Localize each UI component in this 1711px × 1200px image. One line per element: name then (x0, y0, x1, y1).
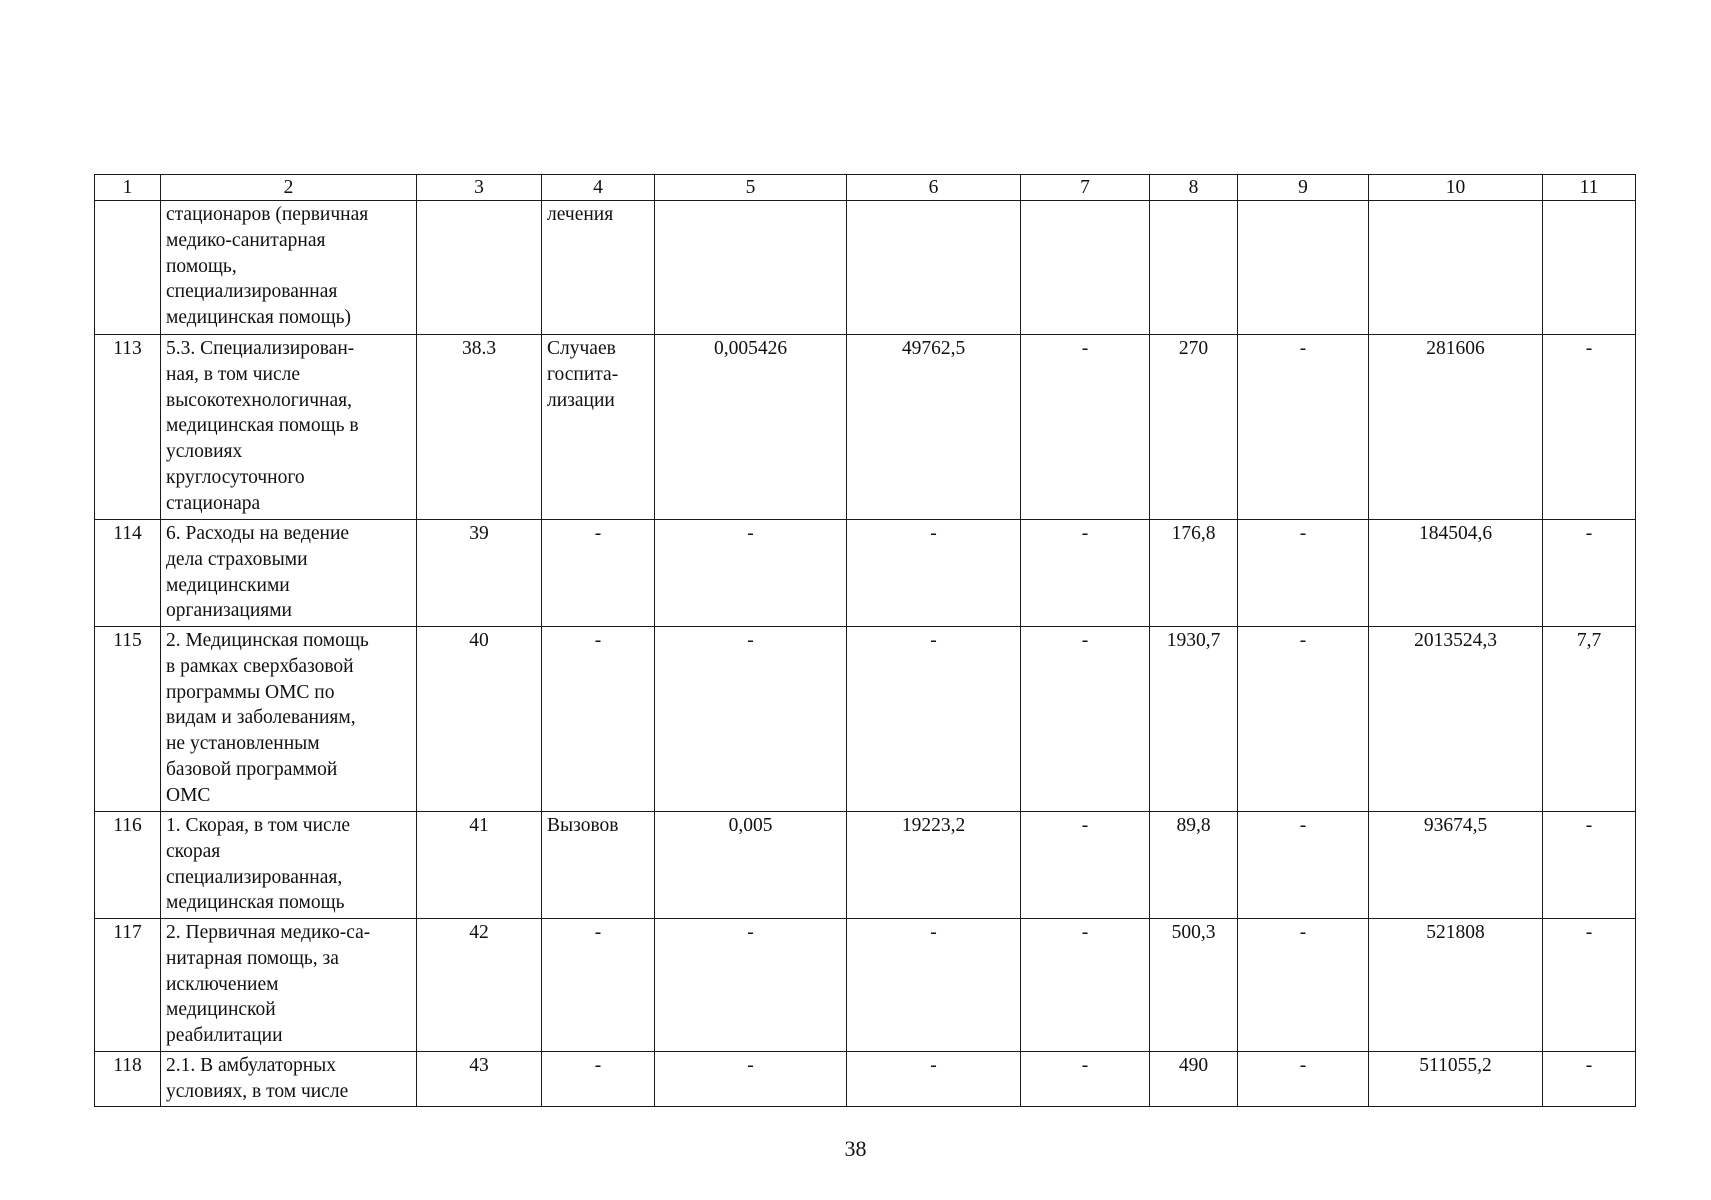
row-value-cell: - (847, 627, 1021, 812)
column-header: 8 (1150, 175, 1238, 201)
table-row (95, 627, 1636, 812)
row-code-cell: 43 (417, 1052, 542, 1107)
row-number-cell: 116 (95, 812, 161, 919)
row-value-cell: 511055,2 (1369, 1052, 1543, 1107)
row-value-cell: - (1238, 627, 1369, 812)
row-unit-cell: - (542, 919, 655, 1052)
column-number-header-row (95, 175, 1636, 201)
row-value-cell (1150, 201, 1238, 335)
row-code-cell: 42 (417, 919, 542, 1052)
table-row (95, 812, 1636, 919)
data-table (94, 174, 1636, 1107)
row-value-cell: 490 (1150, 1052, 1238, 1107)
column-header: 3 (417, 175, 542, 201)
row-value-cell: - (655, 627, 847, 812)
row-name-cell: стационаров (первичная медико-санитарная помощь, специализированная медицинская помощь) (161, 201, 417, 335)
row-code-cell: 41 (417, 812, 542, 919)
row-value-cell: - (1238, 812, 1369, 919)
row-value-cell: - (847, 520, 1021, 627)
row-value-cell: 89,8 (1150, 812, 1238, 919)
row-value-cell: - (847, 1052, 1021, 1107)
column-header: 2 (161, 175, 417, 201)
row-code-cell: 39 (417, 520, 542, 627)
row-value-cell: - (1238, 1052, 1369, 1107)
row-name-cell: 2.1. В амбулаторных условиях, в том числе (161, 1052, 417, 1107)
column-header: 5 (655, 175, 847, 201)
column-header: 11 (1543, 175, 1636, 201)
row-name-cell: 2. Первичная медико-са- нитарная помощь, за исключением медицинской реабилитации (161, 919, 417, 1052)
row-number-cell (95, 201, 161, 335)
row-name-cell: 5.3. Специализирован- ная, в том числе высокотехнологичная, медицинская помощь в условиях круглосуточного стационара (161, 335, 417, 520)
row-unit-cell: лечения (542, 201, 655, 335)
row-value-cell: - (1021, 627, 1150, 812)
row-value-cell: 176,8 (1150, 520, 1238, 627)
table-row (95, 1052, 1636, 1107)
row-unit-cell: Вызовов (542, 812, 655, 919)
row-value-cell: - (1238, 335, 1369, 520)
row-value-cell (1238, 201, 1369, 335)
column-header: 10 (1369, 175, 1543, 201)
row-value-cell: 521808 (1369, 919, 1543, 1052)
row-value-cell: - (655, 520, 847, 627)
row-value-cell: 19223,2 (847, 812, 1021, 919)
row-value-cell: - (655, 1052, 847, 1107)
row-value-cell: 0,005426 (655, 335, 847, 520)
row-value-cell: - (1021, 335, 1150, 520)
page-number: 38 (844, 1136, 867, 1161)
row-code-cell (417, 201, 542, 335)
row-value-cell: - (1543, 919, 1636, 1052)
row-value-cell: 1930,7 (1150, 627, 1238, 812)
row-number-cell: 113 (95, 335, 161, 520)
column-header: 1 (95, 175, 161, 201)
row-value-cell: 270 (1150, 335, 1238, 520)
table-row (95, 201, 1636, 335)
table-row (95, 520, 1636, 627)
row-value-cell: - (1021, 919, 1150, 1052)
row-unit-cell: - (542, 1052, 655, 1107)
row-number-cell: 118 (95, 1052, 161, 1107)
row-value-cell: - (1021, 520, 1150, 627)
row-value-cell: - (1543, 520, 1636, 627)
row-value-cell: - (1543, 335, 1636, 520)
row-value-cell: - (1238, 919, 1369, 1052)
row-number-cell: 115 (95, 627, 161, 812)
row-value-cell: - (1021, 1052, 1150, 1107)
row-value-cell: - (847, 919, 1021, 1052)
row-name-cell: 1. Скорая, в том числе скорая специализированная, медицинская помощь (161, 812, 417, 919)
row-value-cell (1021, 201, 1150, 335)
row-value-cell (1369, 201, 1543, 335)
row-value-cell: 500,3 (1150, 919, 1238, 1052)
row-value-cell: - (1543, 1052, 1636, 1107)
row-value-cell (1543, 201, 1636, 335)
row-value-cell: - (1021, 812, 1150, 919)
row-code-cell: 40 (417, 627, 542, 812)
column-header: 7 (1021, 175, 1150, 201)
row-value-cell: 49762,5 (847, 335, 1021, 520)
row-name-cell: 6. Расходы на ведение дела страховыми медицинскими организациями (161, 520, 417, 627)
column-header: 6 (847, 175, 1021, 201)
table-row (95, 919, 1636, 1052)
row-number-cell: 114 (95, 520, 161, 627)
row-value-cell: 0,005 (655, 812, 847, 919)
row-value-cell (847, 201, 1021, 335)
row-value-cell: - (655, 919, 847, 1052)
row-value-cell: 93674,5 (1369, 812, 1543, 919)
row-value-cell: 7,7 (1543, 627, 1636, 812)
column-header: 4 (542, 175, 655, 201)
row-unit-cell: - (542, 520, 655, 627)
row-value-cell: 281606 (1369, 335, 1543, 520)
column-header: 9 (1238, 175, 1369, 201)
row-value-cell: 184504,6 (1369, 520, 1543, 627)
row-name-cell: 2. Медицинская помощь в рамках сверхбазовой программы ОМС по видам и заболеваниям, не установленным базовой программой ОМС (161, 627, 417, 812)
row-value-cell: 2013524,3 (1369, 627, 1543, 812)
row-value-cell (655, 201, 847, 335)
row-value-cell: - (1543, 812, 1636, 919)
row-unit-cell: Случаев госпита- лизации (542, 335, 655, 520)
row-code-cell: 38.3 (417, 335, 542, 520)
row-value-cell: - (1238, 520, 1369, 627)
table-row (95, 335, 1636, 520)
row-number-cell: 117 (95, 919, 161, 1052)
row-unit-cell: - (542, 627, 655, 812)
